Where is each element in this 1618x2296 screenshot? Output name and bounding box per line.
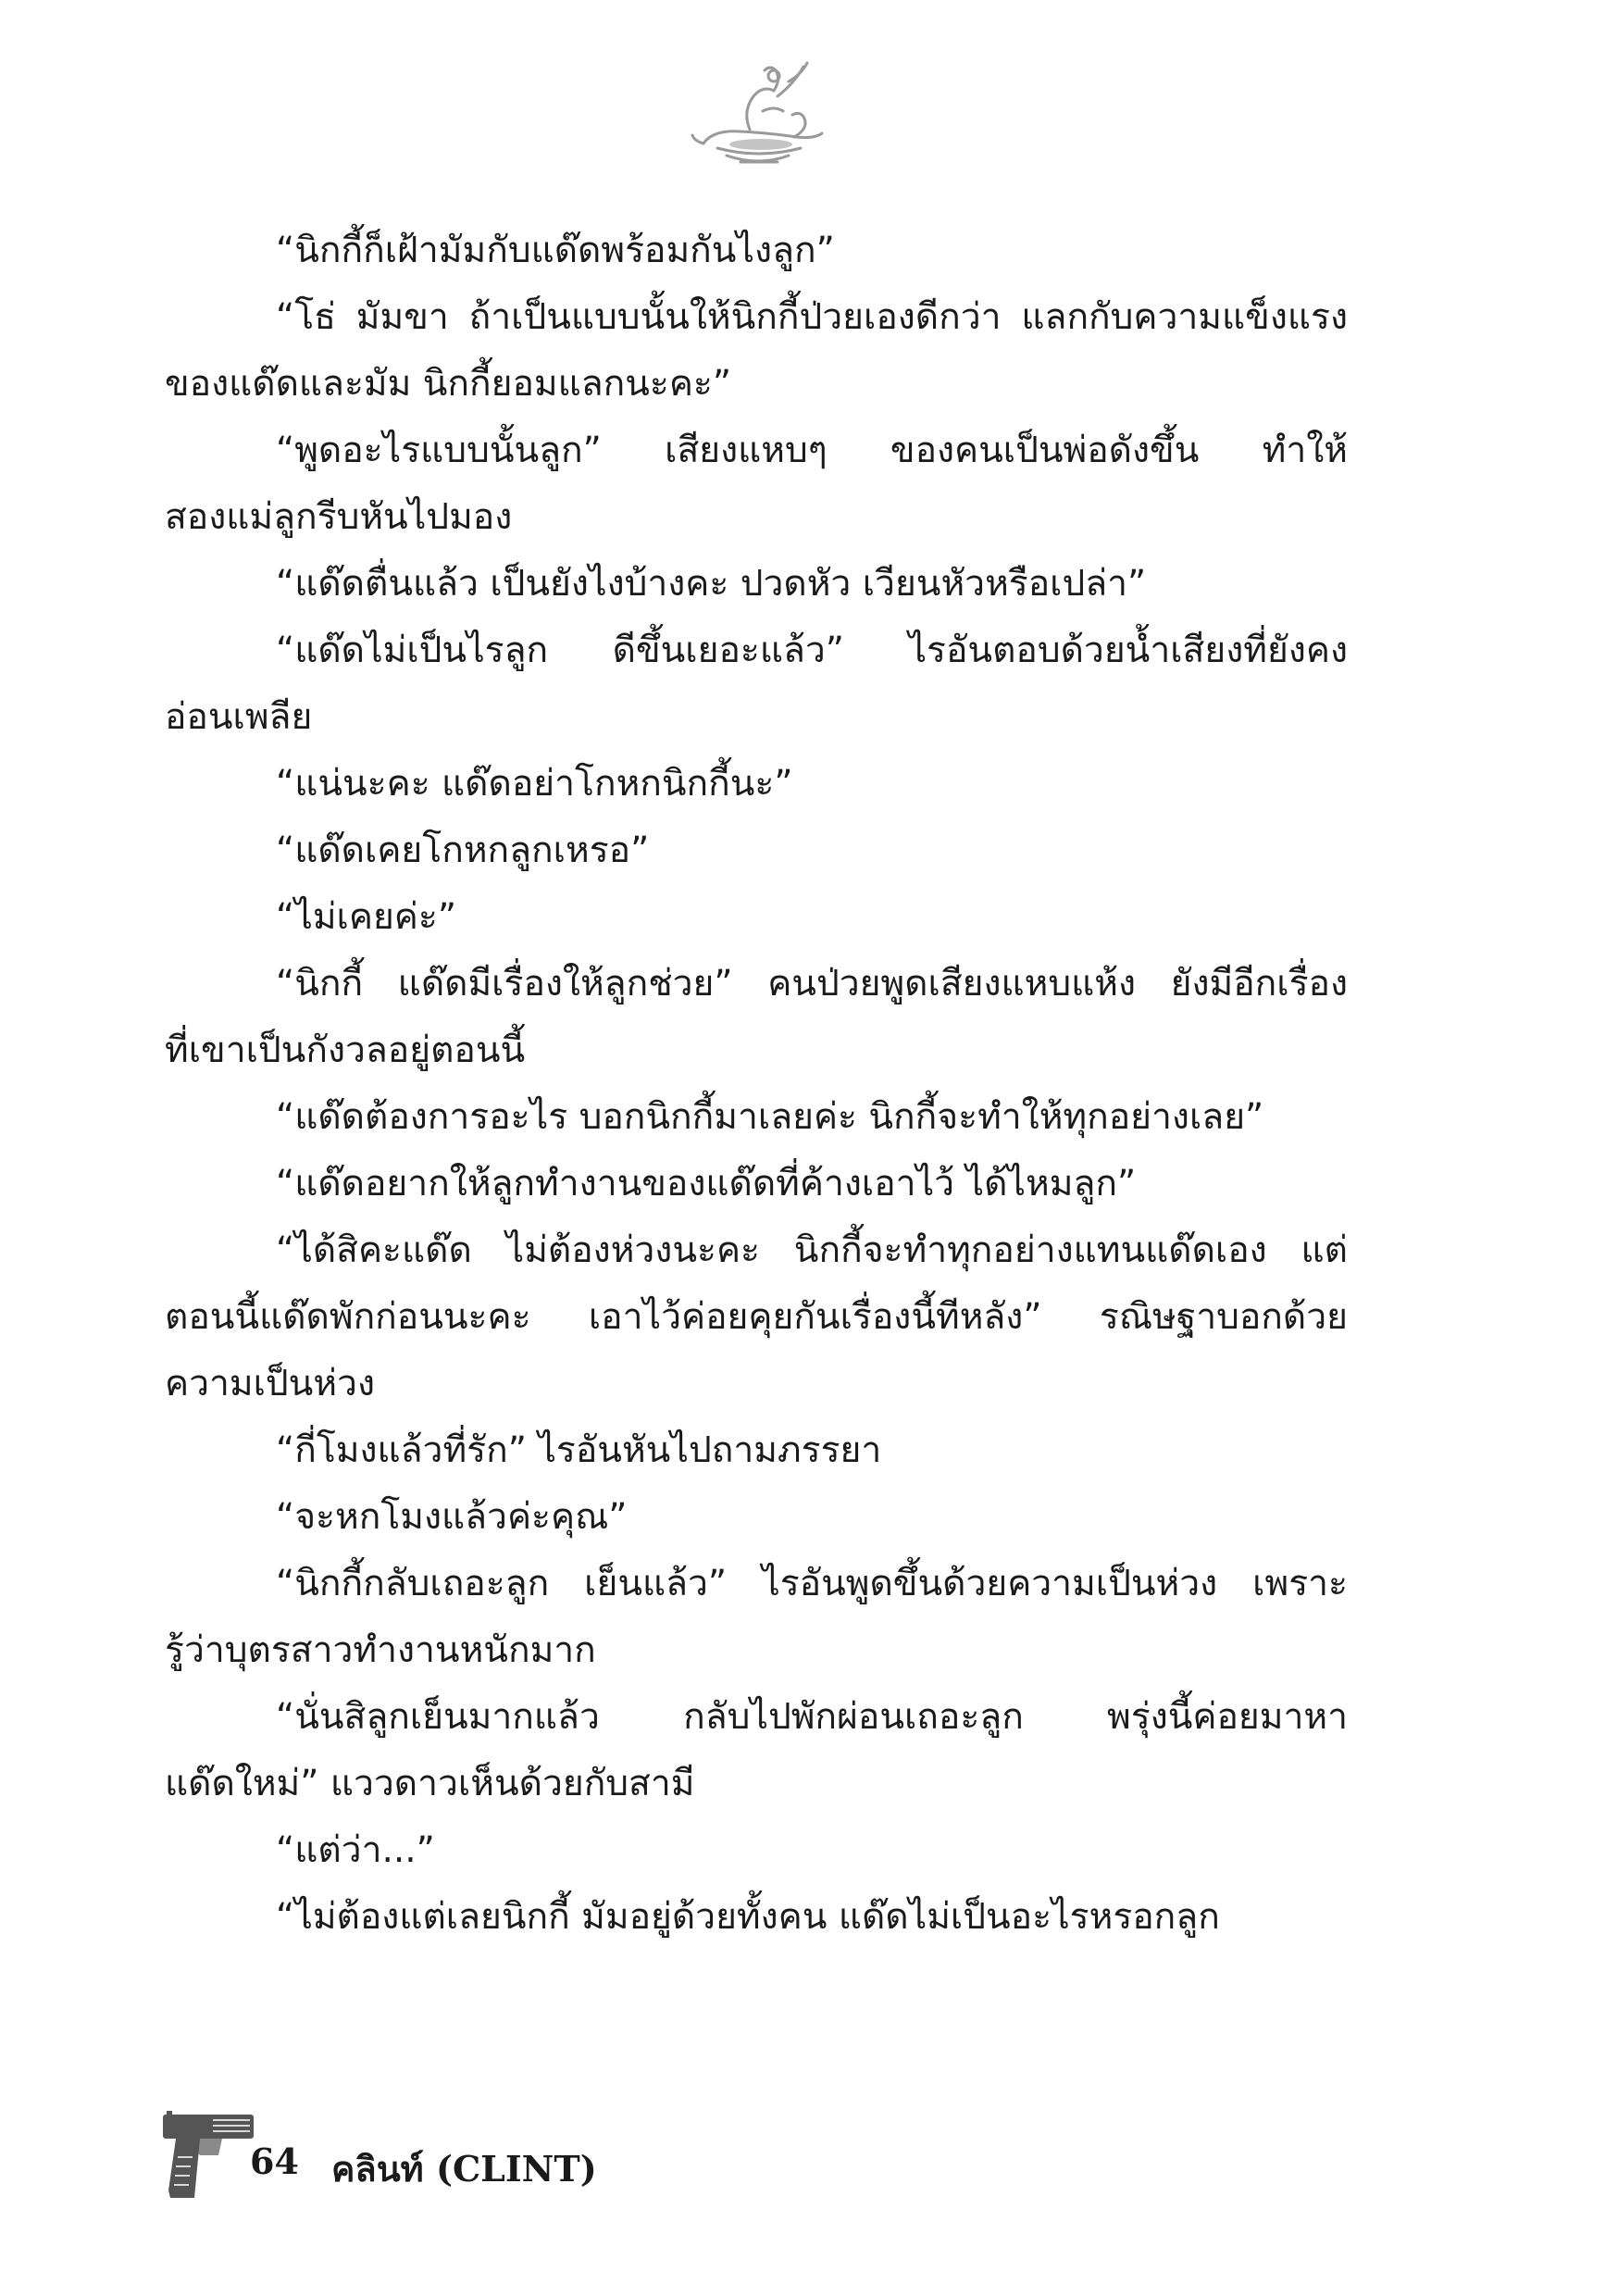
- paragraph-line: รู้ว่าบุตรสาวทำงานหนักมาก: [165, 1629, 596, 1671]
- paragraph-line: ของแด๊ดและมัม นิกกี้ยอมแลกนะคะ”: [165, 363, 732, 405]
- paragraph-line-first: “ไม่เคยค่ะ”: [276, 896, 457, 938]
- paragraph-line-first: “จะหกโมงแล้วค่ะคุณ”: [276, 1496, 628, 1538]
- paragraph-line: อ่อนเพลีย: [165, 696, 313, 738]
- paragraph-line: ตอนนี้แด๊ดพักก่อนนะคะ เอาไว้ค่อยคุยกันเรื่องนี้ทีหลัง” รณิษฐาบอกด้วย: [165, 1296, 1348, 1338]
- body-text: [165, 218, 1348, 1951]
- paragraph-line-first: “แต่ว่า...”: [276, 1829, 435, 1871]
- page-number: 64: [250, 2140, 299, 2182]
- pistol-icon: [157, 2102, 259, 2203]
- paragraph-line-first: “โธ่ มัมขา ถ้าเป็นแบบนั้นให้นิกกี้ป่วยเองดีกว่า แลกกับความแข็งแรง: [276, 296, 1348, 338]
- paragraph-line-first: “แด๊ดเคยโกหกลูกเหรอ”: [276, 830, 650, 871]
- paragraph-line-first: “ไม่ต้องแต่เลยนิกกี้ มัมอยู่ด้วยทั้งคน แด๊ดไม่เป็นอะไรหรอกลูก: [276, 1896, 1220, 1938]
- paragraph-line-first: “แด๊ดต้องการอะไร บอกนิกกี้มาเลยค่ะ นิกกี้จะทำให้ทุกอย่างเลย”: [276, 1096, 1264, 1138]
- paragraph-line-first: “นิกกี้กลับเถอะลูก เย็นแล้ว” ไรอันพูดขึ้นด้วยความเป็นห่วง เพราะ: [276, 1563, 1348, 1604]
- paragraph-line-first: “พูดอะไรแบบนั้นลูก” เสียงแหบๆ ของคนเป็นพ่อดังขึ้น ทำให้: [276, 430, 1348, 471]
- paragraph-line-first: “แด๊ดไม่เป็นไรลูก ดีขึ้นเยอะแล้ว” ไรอันตอบด้วยน้ำเสียงที่ยังคง: [276, 630, 1348, 671]
- paragraph-line-first: “แน่นะคะ แด๊ดอย่าโกหกนิกกี้นะ”: [276, 763, 793, 805]
- running-title: คลินท์ (CLINT): [331, 2148, 597, 2190]
- page-footer: [157, 2102, 805, 2203]
- paragraph-line: ความเป็นห่วง: [165, 1363, 375, 1404]
- paragraph-line-first: “นิกกี้ แด๊ดมีเรื่องให้ลูกช่วย” คนป่วยพูดเสียงแหบแห้ง ยังมีอีกเรื่อง: [276, 963, 1348, 1004]
- paragraph-line-first: “แด๊ดอยากให้ลูกทำงานของแด๊ดที่ค้างเอาไว้ ได้ไหมลูก”: [276, 1163, 1137, 1204]
- paragraph-line-first: “นั่นสิลูกเย็นมากแล้ว กลับไปพักผ่อนเถอะลูก พรุ่งนี้ค่อยมาหา: [276, 1696, 1348, 1738]
- cupid-lamp-ornament-icon: [685, 56, 833, 176]
- paragraph-line: สองแม่ลูกรีบหันไปมอง: [165, 496, 513, 538]
- paragraph-line: ที่เขาเป็นกังวลอยู่ตอนนี้: [165, 1029, 526, 1071]
- paragraph-line-first: “แด๊ดตื่นแล้ว เป็นยังไงบ้างคะ ปวดหัว เวียนหัวหรือเปล่า”: [276, 563, 1147, 605]
- paragraph-line: แด๊ดใหม่” แววดาวเห็นด้วยกับสามี: [165, 1763, 695, 1804]
- paragraph-line-first: “ได้สิคะแด๊ด ไม่ต้องห่วงนะคะ นิกกี้จะทำทุกอย่างแทนแด๊ดเอง แต่: [276, 1229, 1348, 1271]
- paragraph-line-first: “กี่โมงแล้วที่รัก” ไรอันหันไปถามภรรยา: [276, 1429, 882, 1471]
- paragraph-line-first: “นิกกี้ก็เฝ้ามัมกับแด๊ดพร้อมกันไงลูก”: [276, 230, 835, 271]
